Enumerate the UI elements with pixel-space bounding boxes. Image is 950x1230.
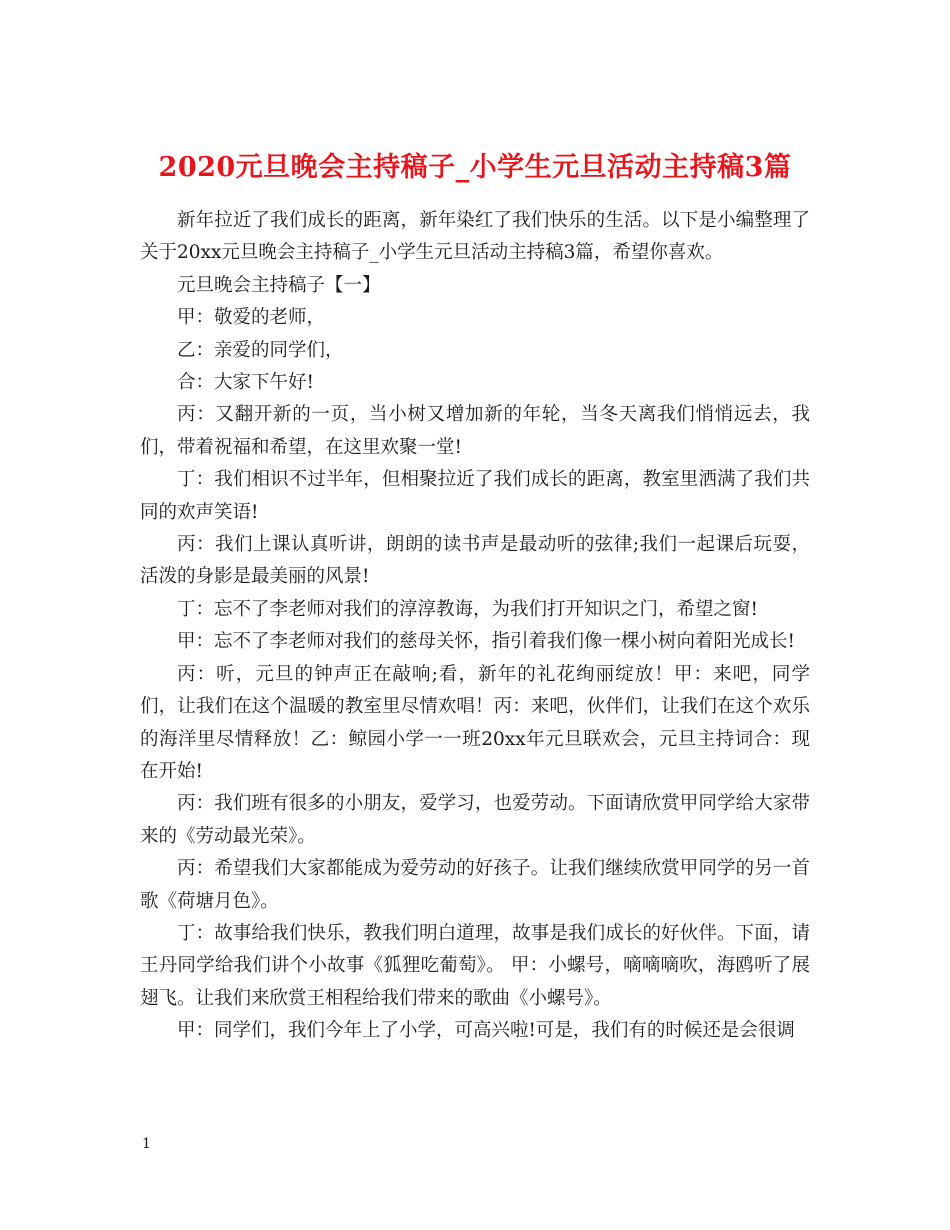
paragraph: 甲：同学们，我们今年上了小学，可高兴啦!可是，我们有的时候还是会很调	[177, 1020, 795, 1042]
paragraph: 甲：敬爱的老师，	[177, 307, 326, 329]
section-heading: 元旦晚会主持稿子【一】	[177, 274, 381, 296]
paragraph: 丙：我们上课认真听讲，朗朗的读书声是最动听的弦律;我们一起课后玩耍，活泼的身影是最美丽的风景!	[140, 534, 810, 588]
paragraph: 乙：亲爱的同学们，	[177, 339, 344, 361]
page-title: 2020元旦晚会主持稿子_小学生元旦活动主持稿3篇	[158, 152, 792, 184]
paragraph: 新年拉近了我们成长的距离，新年染红了我们快乐的生活。以下是小编整理了关于20xx元旦晚会主持稿子_小学生元旦活动主持稿3篇，希望你喜欢。	[140, 210, 810, 264]
paragraph: 丙：希望我们大家都能成为爱劳动的好孩子。让我们继续欣赏甲同学的另一首歌《荷塘月色》。	[140, 858, 810, 912]
page-number: 1	[142, 1136, 151, 1152]
paragraph: 合：大家下午好!	[177, 372, 314, 394]
paragraph: 丙：我们班有很多的小朋友，爱学习，也爱劳动。下面请欣赏甲同学给大家带来的《劳动最光荣》。	[140, 793, 810, 847]
paragraph: 丙：又翻开新的一页，当小树又增加新的年轮，当冬天离我们悄悄远去，我们，带着祝福和希望，在这里欢聚一堂!	[140, 404, 810, 458]
paragraph: 丁：忘不了李老师对我们的淳淳教诲，为我们打开知识之门，希望之窗!	[177, 598, 758, 620]
paragraph: 丁：我们相识不过半年，但相聚拉近了我们成长的距离，教室里洒满了我们共同的欢声笑语!	[140, 469, 810, 523]
paragraph: 甲：忘不了李老师对我们的慈母关怀，指引着我们像一棵小树向着阳光成长!	[177, 631, 795, 653]
paragraph: 丙：听，元旦的钟声正在敲响;看，新年的礼花绚丽绽放！甲：来吧，同学们，让我们在这个温暖的教室里尽情欢唱！丙：来吧，伙伴们，让我们在这个欢乐的海洋里尽情释放！乙：鲸园小学一一班20xx年元旦联欢会，元旦主持词合：现在开始!	[140, 663, 810, 782]
document-body	[140, 205, 810, 1048]
paragraph: 丁：故事给我们快乐，教我们明白道理，故事是我们成长的好伙伴。下面，请王丹同学给我们讲个小故事《狐狸吃葡萄》。 甲：小螺号，嘀嘀嘀吹，海鸥听了展翅飞。让我们来欣赏王相程给我们带来的歌曲《小螺号》。	[140, 922, 810, 1009]
